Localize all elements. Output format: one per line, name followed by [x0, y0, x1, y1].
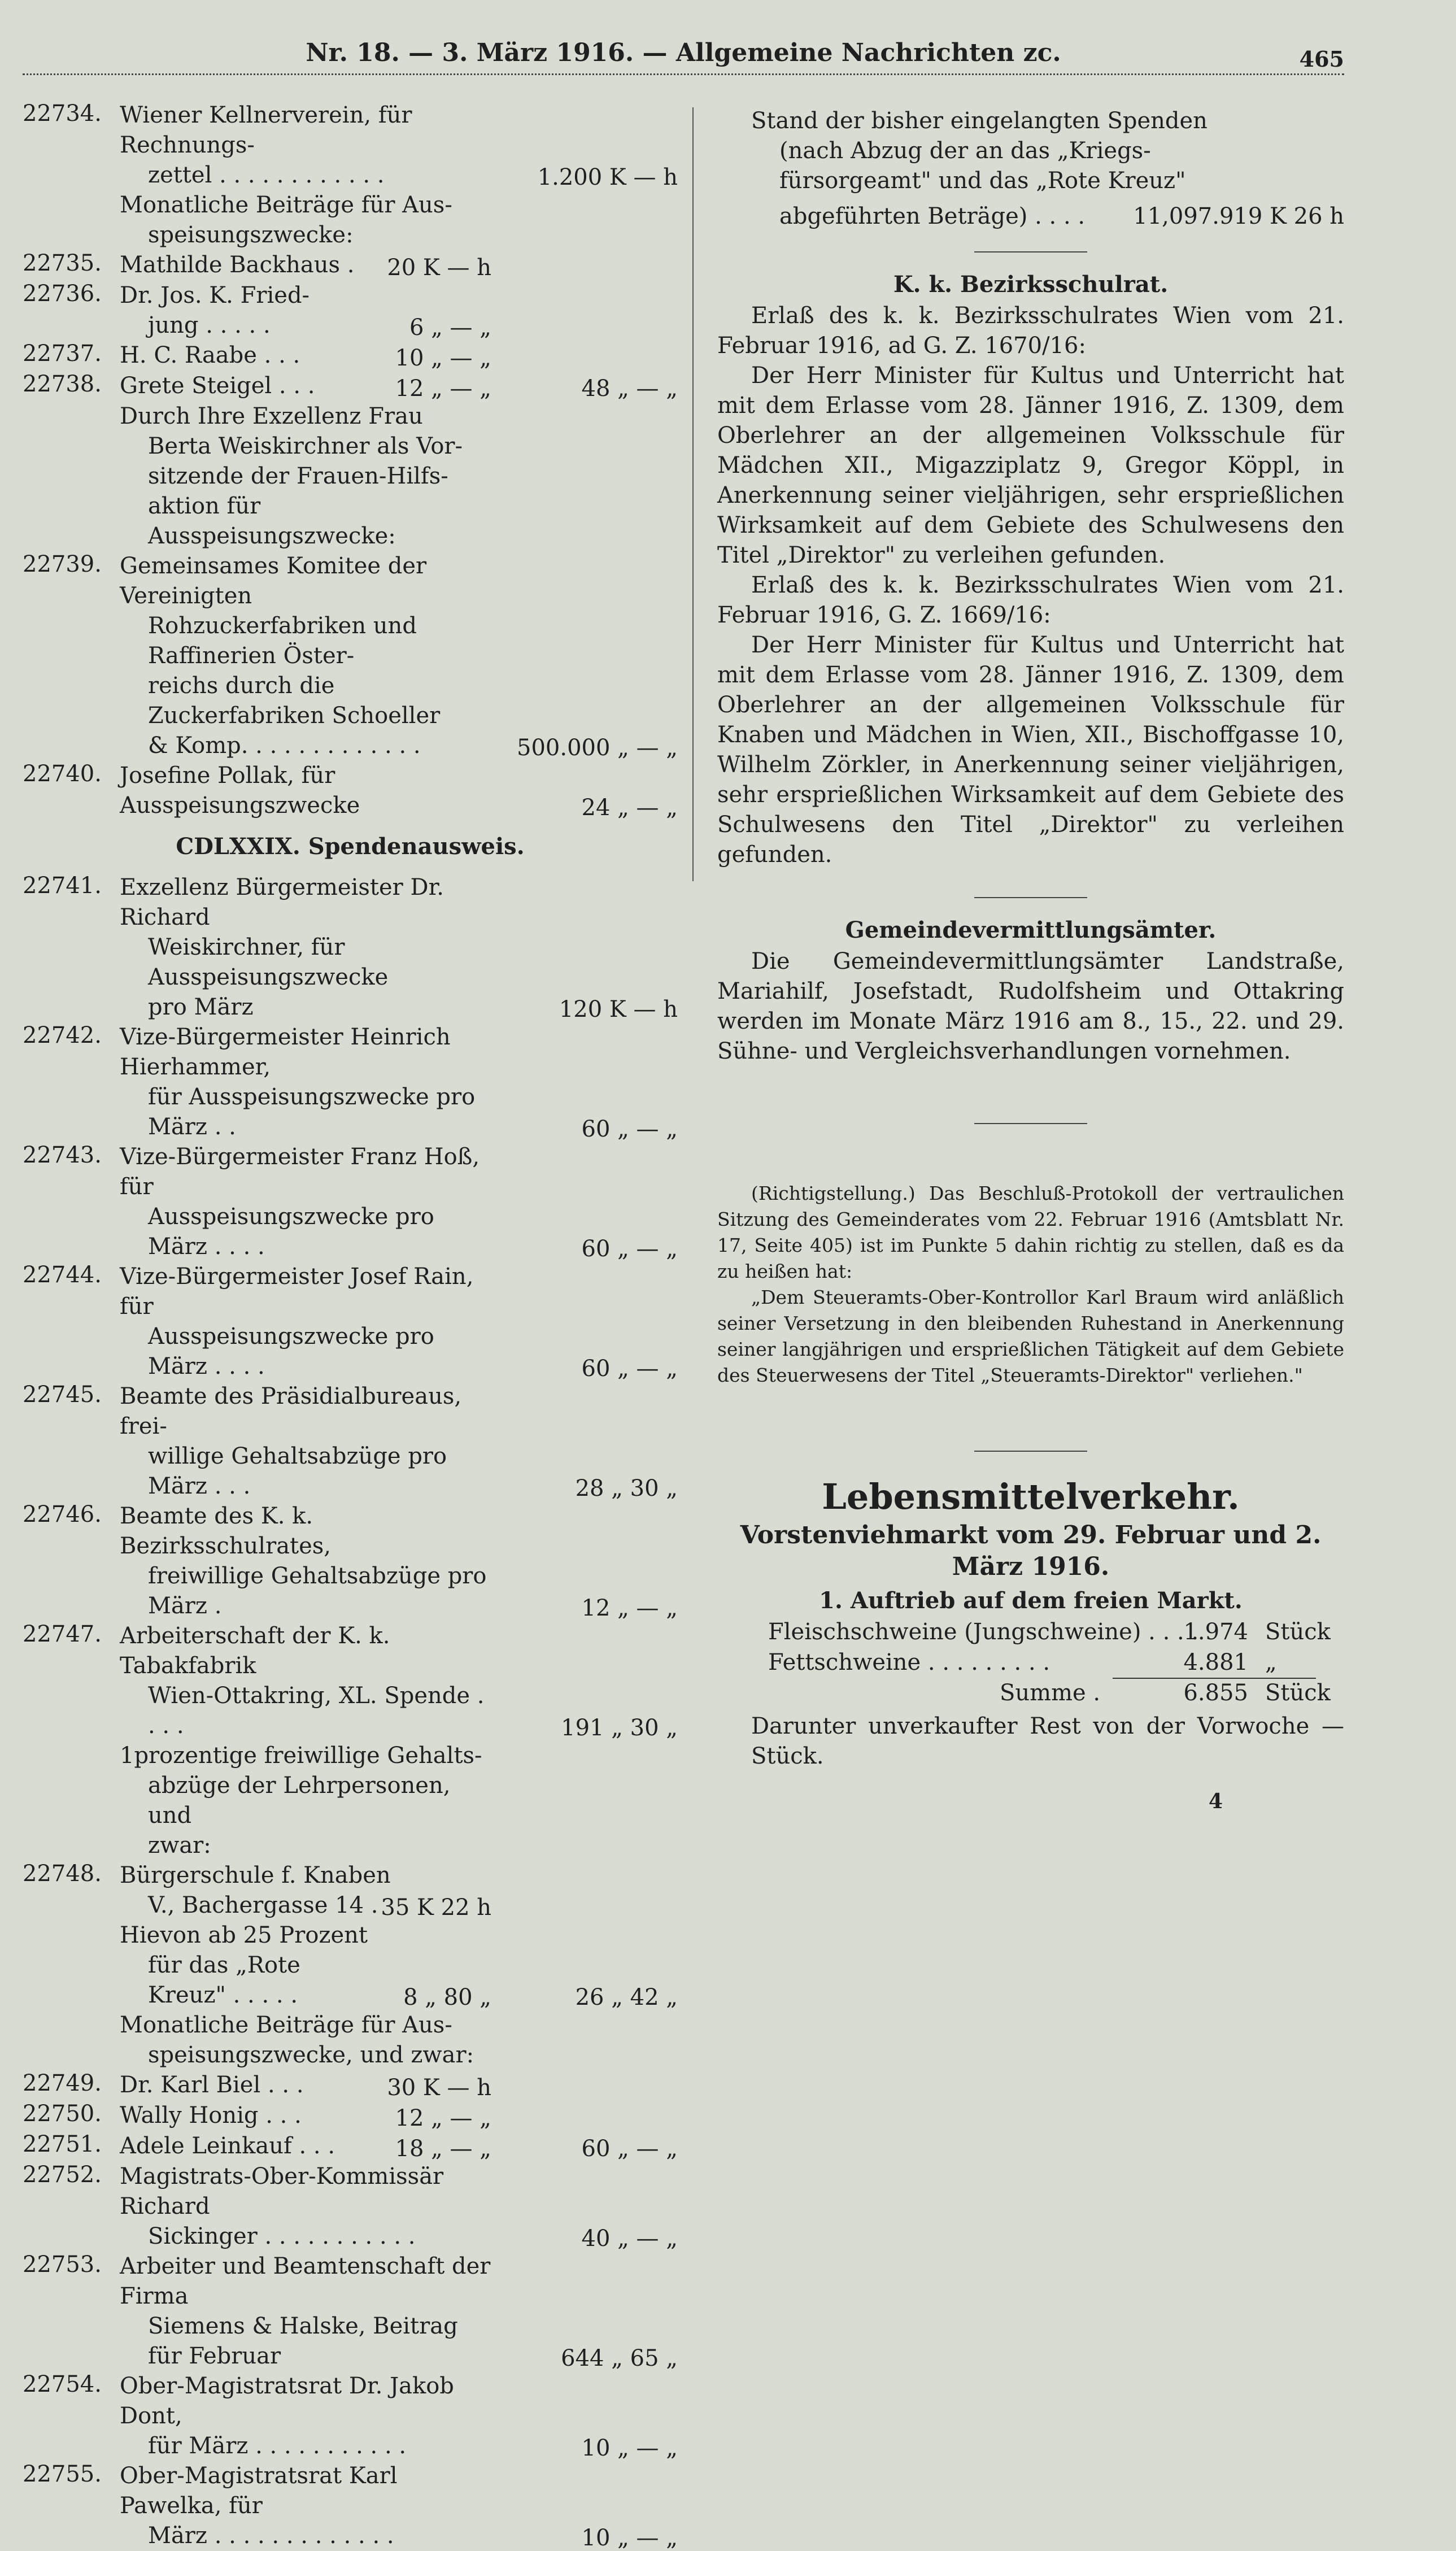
page-header — [23, 38, 1344, 78]
entry-line: Wally Honig . . . — [120, 2102, 302, 2128]
stand-line: (nach Abzug der an das „Kriegs- — [779, 138, 1151, 164]
entry-line: Vize-Bürgermeister Franz Hoß, für — [120, 1144, 480, 1200]
donation-row — [23, 2010, 678, 2070]
entry-number: 22748. — [23, 1861, 102, 1887]
entry-line: für März . . . . . . . . . . . — [148, 2433, 407, 2459]
lebensmittel-heading: Lebensmittelverkehr. — [822, 1476, 1240, 1517]
donation-row — [23, 371, 678, 402]
entry-amount: 60 „ — „ — [581, 1236, 678, 1262]
entry-line: Ober-Magistratsrat Karl Pawelka, für — [120, 2463, 398, 2519]
entry-number: 22754. — [23, 2371, 102, 2397]
entry-subamount: 30 K — h — [387, 2075, 491, 2101]
entry-line: Dr. Jos. K. Fried- — [120, 282, 310, 308]
auftrieb-heading: 1. Auftrieb auf dem freien Markt. — [819, 1587, 1243, 1614]
entry-amount: 40 „ — „ — [581, 2226, 678, 2252]
tally-value: 4.881 — [1183, 1649, 1248, 1675]
entry-line: abzüge der Lehrpersonen, und — [148, 1773, 451, 1829]
entry-line: Beamte des K. k. Bezirksschulrates, — [120, 1503, 332, 1559]
entry-line: Mathilde Backhaus . — [120, 252, 355, 278]
entry-line: Wiener Kellnerverein, für Rechnungs- — [120, 102, 412, 158]
summe-unit: Stück — [1265, 1680, 1331, 1706]
signature-mark: 4 — [1209, 1790, 1223, 1813]
entry-line: Josefine Pollak, für Ausspeisungszwecke — [120, 763, 360, 819]
donation-row — [23, 250, 678, 281]
entry-line: zettel . . . . . . . . . . . . — [148, 162, 385, 188]
donation-row — [23, 1501, 678, 1621]
tally-label: Fettschweine . . . . . . . . . — [768, 1649, 1050, 1675]
entry-amount: 12 „ — „ — [581, 1595, 678, 1621]
donation-row — [23, 2252, 678, 2371]
entry-line: speisungszwecke, und zwar: — [148, 2042, 474, 2068]
entry-line: Wien-Ottakring, XL. Spende . . . . — [148, 1683, 485, 1739]
entry-line: zwar: — [148, 1832, 211, 1858]
entry-number: 22751. — [23, 2131, 102, 2157]
entry-amount: 10 „ — „ — [581, 2435, 678, 2461]
donation-row — [23, 2131, 678, 2162]
entry-amount: 1.200 K — h — [537, 164, 678, 190]
donation-row — [23, 1262, 678, 1382]
entry-amount: 26 „ 42 „ — [575, 1984, 678, 2010]
entry-subamount: 18 „ — „ — [395, 2136, 491, 2162]
tally-label: Fleischschweine (Jungschweine) . . . . — [768, 1619, 1199, 1645]
entry-line: Ausspeisungszwecke pro März . . . . — [148, 1204, 434, 1260]
donation-row — [23, 1621, 678, 1741]
entry-line: Weiskirchner, für Ausspeisungszwecke — [148, 934, 389, 990]
divider-rule — [974, 1451, 1087, 1452]
header-rule — [23, 73, 1344, 75]
entry-number: 22752. — [23, 2162, 102, 2188]
left-column — [23, 101, 678, 2551]
section-heading: CDLXXIX. Spendenausweis. — [176, 833, 525, 860]
erlass1-text: Der Herr Minister für Kultus und Unterricht hat mit dem Erlasse vom 28. Jänner 1916, Z. 1309, dem Oberlehrer an der allgemeinen Volksschule für Mädchen XII., Migazziplatz 9, Gregor Köppl, in Anerkennung seiner vieljährigen, sehr ersprießlichen Wirksamkeit auf dem Gebiete des Schulwesens den Titel „Direktor" zu verleihen gefunden. — [717, 363, 1344, 568]
entry-line: Siemens & Halske, Beitrag für Februar — [148, 2313, 458, 2369]
donation-row — [23, 873, 678, 1022]
markt-heading: Vorstenviehmarkt vom 29. Februar und 2. März 1916. — [740, 1521, 1322, 1581]
donation-row — [23, 2461, 678, 2551]
gemeinde-heading: Gemeindevermittlungsämter. — [845, 917, 1217, 943]
entry-amount: 60 „ — „ — [581, 2136, 678, 2162]
entry-line: Monatliche Beiträge für Aus- — [120, 2012, 452, 2038]
entry-line: Ober-Magistratsrat Dr. Jakob Dont, — [120, 2373, 454, 2429]
entry-line: Grete Steigel . . . — [120, 373, 315, 399]
entry-line: für das „Rote — [148, 1952, 300, 1978]
entry-amount: 24 „ — „ — [581, 795, 678, 821]
entry-line: reichs durch die Zuckerfabriken Schoeller — [148, 673, 441, 729]
donation-row — [23, 101, 678, 190]
entry-line: Bürgerschule f. Knaben — [120, 1862, 391, 1888]
erlass2-title: Erlaß des k. k. Bezirksschulrates Wien vom 21. Februar 1916, G. Z. 1669/16: — [717, 572, 1344, 628]
entry-line: März . . . . . . . . . . . . . — [148, 2523, 394, 2549]
entry-line: Monatliche Beiträge für Aus- — [120, 192, 452, 218]
entry-number: 22743. — [23, 1142, 102, 1168]
entry-number: 22738. — [23, 371, 102, 397]
erlass2-text: Der Herr Minister für Kultus und Unterricht hat mit dem Erlasse vom 28. Jänner 1916, Z. 1309, dem Oberlehrer an der allgemeinen Volksschule für Knaben und Mädchen in Wien, XII., Bischoffgasse 10, Wilhelm Zörkler, in Anerkennung seiner vieljährigen, sehr ersprießlichen Wirksamkeit auf dem Gebiete des Schulwesens den Titel „Direktor" zu verleihen gefunden. — [717, 632, 1344, 868]
entry-number: 22742. — [23, 1022, 102, 1048]
divider-rule — [974, 251, 1087, 253]
donation-row — [23, 190, 678, 250]
summe-row — [717, 1678, 1344, 1708]
entry-line: Durch Ihre Exzellenz Frau — [120, 403, 423, 429]
tally-value: 1.974 — [1183, 1619, 1248, 1645]
entry-line: sitzende der Frauen-Hilfs- — [148, 463, 448, 489]
stand-line: fürsorgeamt" und das „Rote Kreuz" — [779, 168, 1186, 194]
entry-subamount: 20 K — h — [387, 255, 491, 281]
header-title: Nr. 18. — 3. März 1916. — Allgemeine Nachrichten zc. — [306, 38, 1061, 67]
entry-line: Magistrats-Ober-Kommissär Richard — [120, 2163, 444, 2219]
entry-line: Beamte des Präsidialbureaus, frei- — [120, 1383, 462, 1439]
erlass1-title: Erlaß des k. k. Bezirksschulrates Wien vom 21. Februar 1916, ad G. Z. 1670/16: — [717, 303, 1344, 359]
donation-row — [23, 2162, 678, 2252]
entry-line: Rohzuckerfabriken und Raffinerien Öster- — [148, 613, 417, 669]
entry-amount: 500.000 „ — „ — [517, 735, 678, 761]
divider-rule — [974, 1123, 1087, 1124]
entry-amount: 48 „ — „ — [581, 376, 678, 402]
donation-row — [23, 1142, 678, 1262]
entry-line: Adele Leinkauf . . . — [120, 2133, 335, 2159]
right-column — [717, 106, 1344, 1771]
donation-row — [23, 1921, 678, 2010]
entry-number: 22741. — [23, 873, 102, 899]
stand-amount: 11,097.919 K 26 h — [1133, 203, 1344, 229]
stand-total-row — [717, 202, 1344, 236]
donation-row — [23, 2371, 678, 2461]
donation-row — [23, 281, 678, 341]
entry-number: 22747. — [23, 1621, 102, 1647]
rest-text: Darunter unverkaufter Rest von der Vorwoche — Stück. — [751, 1713, 1344, 1769]
entry-line: pro März — [148, 994, 254, 1020]
entry-line: freiwillige Gehaltsabzüge pro März . — [148, 1563, 487, 1619]
entry-amount: 10 „ — „ — [581, 2525, 678, 2551]
entry-subamount: 35 K 22 h — [381, 1895, 491, 1921]
entry-line: speisungszwecke: — [148, 222, 354, 248]
entry-line: Ausspeisungszwecke pro März . . . . — [148, 1324, 434, 1379]
donation-row — [23, 2101, 678, 2131]
tally-unit: „ — [1265, 1649, 1277, 1675]
entry-line: Sickinger . . . . . . . . . . . — [148, 2223, 416, 2249]
entry-line: & Komp. . . . . . . . . . . . . — [148, 733, 421, 759]
donation-row — [23, 341, 678, 371]
column-divider — [692, 107, 694, 881]
donation-row — [23, 1382, 678, 1501]
entry-line: Vize-Bürgermeister Josef Rain, für — [120, 1264, 474, 1320]
entry-subamount: 10 „ — „ — [395, 345, 491, 371]
entry-line: Berta Weiskirchner als Vor- — [148, 433, 463, 459]
tally-unit: Stück — [1265, 1619, 1331, 1645]
divider-rule — [974, 897, 1087, 898]
entry-subamount: 6 „ — „ — [409, 315, 491, 341]
tally-row — [717, 1647, 1344, 1678]
entry-line: Dr. Karl Biel . . . — [120, 2072, 304, 2098]
entry-number: 22750. — [23, 2101, 102, 2127]
stand-last-line: abgeführten Beträge) . . . . — [779, 203, 1086, 229]
entry-number: 22746. — [23, 1501, 102, 1527]
summe-label: Summe . — [1000, 1680, 1101, 1706]
entry-line: willige Gehaltsabzüge pro März . . . — [148, 1443, 447, 1499]
entry-line: Vize-Bürgermeister Heinrich Hierhammer, — [120, 1024, 451, 1080]
entry-amount: 120 K — h — [559, 996, 678, 1022]
entry-number: 22739. — [23, 551, 102, 577]
stand-line: Stand der bisher eingelangten Spenden — [751, 108, 1207, 134]
entry-number: 22736. — [23, 281, 102, 307]
schulrat-heading: K. k. Bezirksschulrat. — [893, 271, 1169, 298]
entry-number: 22737. — [23, 341, 102, 367]
entry-amount: 28 „ 30 „ — [575, 1475, 678, 1501]
entry-amount: 644 „ 65 „ — [561, 2345, 678, 2371]
donation-row — [23, 2070, 678, 2101]
donation-row — [23, 1861, 678, 1921]
donation-list-a — [23, 101, 678, 821]
spenden-stand — [717, 106, 1344, 236]
entry-line: jung . . . . . — [148, 312, 271, 338]
entry-line: Arbeiter und Beamtenschaft der Firma — [120, 2253, 491, 2309]
donation-row — [23, 551, 678, 761]
entry-line: für Ausspeisungszwecke pro März . . — [148, 1084, 476, 1140]
richtigstellung-quote: „Dem Steueramts-Ober-Kontrollor Karl Braum wird anläßlich seiner Versetzung in den bleibenden Ruhestand in Anerkennung seiner langjährigen und ersprießlichen Tätigkeit auf dem Gebiete des Steuerwesens der Titel „Steueramts-Direktor" verliehen." — [717, 1286, 1344, 1386]
entry-amount: 191 „ 30 „ — [561, 1715, 678, 1741]
entry-number: 22744. — [23, 1262, 102, 1288]
entry-line: V., Bachergasse 14 . — [148, 1892, 378, 1918]
entry-number: 22740. — [23, 761, 102, 787]
entry-line: Arbeiterschaft der K. k. Tabakfabrik — [120, 1623, 390, 1679]
entry-subamount: 12 „ — „ — [395, 376, 491, 402]
entry-subamount: 8 „ 80 „ — [403, 1984, 491, 2010]
entry-line: Kreuz" . . . . . — [148, 1982, 298, 2008]
page-number: 465 — [1299, 46, 1344, 72]
entry-line: 1prozentige freiwillige Gehalts- — [120, 1743, 482, 1769]
donation-row — [23, 1741, 678, 1861]
tally-row — [717, 1617, 1344, 1647]
entry-number: 22753. — [23, 2252, 102, 2278]
entry-number: 22755. — [23, 2461, 102, 2487]
entry-number: 22745. — [23, 1382, 102, 1408]
gemeinde-text: Die Gemeindevermittlungsämter Landstraße, Mariahilf, Josefstadt, Rudolfsheim und Ottakring werden im Monate März 1916 am 8., 15., 22. und 29. Sühne- und Vergleichsverhandlungen vornehmen. — [717, 948, 1344, 1064]
entry-subamount: 12 „ — „ — [395, 2105, 491, 2131]
donation-list-b — [23, 873, 678, 2551]
entry-line: Gemeinsames Komitee der Vereinigten — [120, 553, 427, 609]
entry-number: 22735. — [23, 250, 102, 276]
entry-number: 22734. — [23, 101, 102, 127]
richtigstellung-text: (Richtigstellung.) Das Beschluß-Protokoll der vertraulichen Sitzung des Gemeinderates vom 22. Februar 1916 (Amtsblatt Nr. 17, Seite 405) ist im Punkte 5 dahin richtig zu stellen, daß es da zu heißen hat: — [717, 1182, 1344, 1282]
entry-amount: 60 „ — „ — [581, 1356, 678, 1382]
entry-line: H. C. Raabe . . . — [120, 342, 300, 368]
tally-table — [717, 1617, 1344, 1678]
entry-amount: 60 „ — „ — [581, 1116, 678, 1142]
stand-lines — [717, 106, 1344, 196]
donation-row — [23, 1022, 678, 1142]
entry-line: Exzellenz Bürgermeister Dr. Richard — [120, 874, 444, 930]
entry-number: 22749. — [23, 2070, 102, 2096]
donation-row — [23, 761, 678, 821]
entry-line: Hievon ab 25 Prozent — [120, 1922, 368, 1948]
entry-line: aktion für Ausspeisungszwecke: — [148, 493, 396, 549]
summe-value: 6.855 — [1183, 1680, 1248, 1706]
donation-row — [23, 402, 678, 551]
